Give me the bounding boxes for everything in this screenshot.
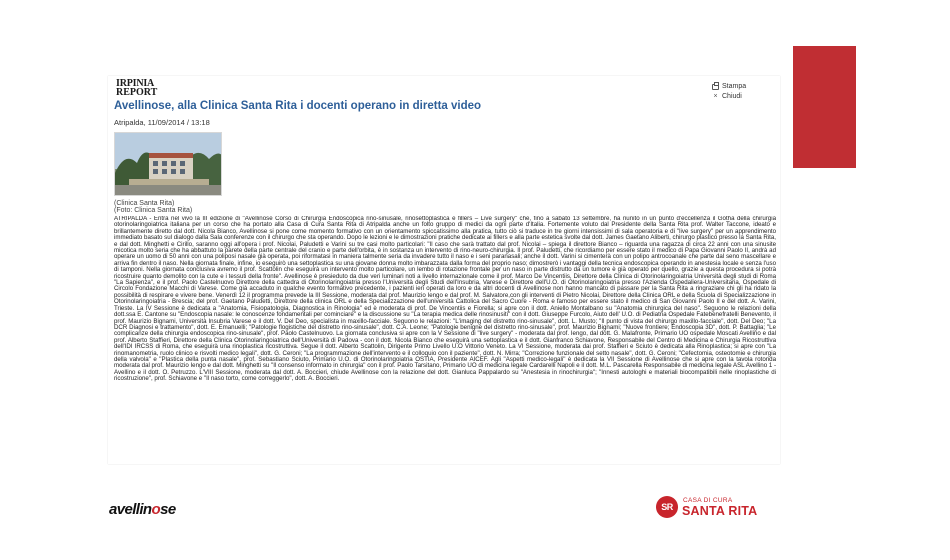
newspaper-clipping: [108, 76, 780, 464]
article-title: Avellinose, alla Clinica Santa Rita i docenti operano in diretta video: [114, 100, 482, 112]
print-link[interactable]: [712, 82, 746, 92]
clipping-tools: [712, 82, 746, 102]
santa-rita-logo: SR CASA DI CURA SANTA RITA: [656, 496, 791, 522]
avellinose-logo: avellinose: [109, 501, 176, 518]
close-icon: ×: [713, 93, 718, 100]
santa-rita-badge-icon: SR: [656, 496, 678, 518]
close-label: Chiudi: [722, 93, 742, 100]
photo-caption: (Clinica Santa Rita) (Foto: Clinica Santa Rita): [114, 200, 193, 214]
close-link[interactable]: [712, 92, 746, 102]
article-body: ATRIPALDA - Entra nel vivo la III edizione di "Avellinose Corso di Chirurgia Endoscopica rino-sinusale, rinosettoplastica e fillers – Live surgery" che, fino a sabato 13 settembre, ha riunito in un punto d'eccellenza il Gotha della chirurgia otorinolaringoiatrica italiana per un corso che ha portato alla Casa di Cura Santa Rita di Atripalda anche un folto gruppo di medici da ogni parte d'Italia. Fortemente voluto dal Presidente della Santa Rita prof. Walter Taccone, ideato e brillantemente diretto dal dott. Nicola Bianco, Avellinose si pone come momento formativo con un orientamento spiccatissimo alla pratica, tutto ciò si traduce in tre giorni intensissimi di sala operatoria e di "live surgery" per un apprendimento immediato basato sul dialogo dalla Sala conferenze con il chirurgo che sta operando. Dopo le lezioni e le dimostrazioni pratiche dedicate ai fillers e alla parte estetica svolte dal dott. James Gaetano Aliberti, chirurgo plastico presso la Santa Rita, e dal dott. Minghetti e Cirillo, saranno oggi all'opera i prof. Nicolai, Paludetti e Varini su tre casi molto particolari: "Il caso che sarà trattato dal prof. Nicolai – spiega il direttore Bianco – riguarda una ragazza di circa 22 anni con una sinusite micotica molto seria che ha abbattuto la parete della parte centrale del cranio e parte dell'orbita, è in sostanza un intervento di rino-neuro-chirurgia. Il prof. Paludetti, che ricordiamo per essere stato il medico di Papa Giovanni Paolo II, andrà ad operare un uomo di 50 anni con una poliposi nasale già operata, poi riformatasi in maniera talmente seria da invadere tutto il naso e i seni paranasali; anche il dott. Varini si cimenterà con un polipo antrocoanale che parte dal seno mascellare e arriva fin dentro il naso. Nella giornata finale, infine, io eseguirò una settoplastica su una giovane donna molto imbarazzata dalla forma del proprio naso; dimostrerò i vantaggi della tecnica endoscopica operando in anestesia locale e senza l'uso di tamponi. Nella giornata conclusiva avremo il prof. Scattolin che eseguirà un intervento molto particolare, un lembo di rotazione frontale per un naso in parte distrutto da un tumore è già operato per quello, grazie a questa procedura si potrà ricostruire quanto demolito con la cute e i tessuti della fronte". Avellinose è presieduto da due veri luminari noti a livello internazionale come il prof. Marco De Vincentiis, Direttore della Clinica di Otorinolaringoiatria Università degli studi di Roma "La Sapienza", e il prof. Paolo Castelnuovo Direttore della cattedra di Otorinolaringoiatria presso l'Università degli Studi dell'Insubria, Varese e Direttore dell'U.O. di Otorinolaringoiatria presso l'Azienda Ospedaliera-Universitaria, Ospedale di Circolo Fondazione Macchi di Varese. Come già accaduto in qualche evento formativo precedente, i pazienti ieri operati da loro e da altri docenti di Avellinose non hanno mancato di passare per la Santa Rita a ringraziare chi gli ha ridato la possibilità di respirare e vivere bene. Venerdì 12 il programma prevede la III Sessione, moderata dal prof. Maurizio Iengo e dal prof. M. Salvatore,con gli interventi di Pietro Nicolai, Direttore della Clinica ORL e della Scuola di Specializzazione in Otorinolaringoiatria - Brescia; del prof. Gaetano Paludetti, Direttore della clinica ORL e della Specializzazione dell'università Cattolica del Sacro Cuore - Roma e famoso per essere stato il medico di San Giovanni Paolo II e del dott. A. Varini, Trieste. La IV Sessione è dedicata a "Anatomia, Fisiopatologia, Diagnostica in Rinologia" ed è moderata di prof. De Vincentiis e Fiorella; si apre con il dott. Aniello Montalbano su "Anatomia chirurgica del naso". Seguono le relazioni della dott.ssa E. Cantone su "Endoscopia nasale: le conoscenze fondamentali per cominciare" e la discussione su "La terapia medica delle rinosinusiti" con il dott. Giuseppe Furcolo, Aiuto dell' U.O. di Pediatria Ospedale Fatebenefratelli Benevento, il prof. Maurizio Bignami, Università Insubria Varese e il dott. V. Del Deo, specialista in maxillo-facciale. Seguono le relazioni: "L'imaging del distretto rino-sinusale", dott. L. Musto; "Il punto di vista del chirurgo maxillo-facciale", dott. Del Deo; "La DCR Diagnosi e trattamento", dott. E. Emanuelli; "Patologie flogistiche del distretto rino-sinusale", dott. C.A. Leone; "Patologie benigne del distretto rino-sinusale", prof. Maurizio Bignami; "Nuove frontiere; Endoscopia 3D", dott. P. Battaglia; "Le complicanze della chirurgia endoscopica rino-sinusale", prof. Paolo Castelnuovo. La giornata conclusiva si apre con la V Sessione di "live surgery" - moderata dal prof. Iengo, dal dott. G. Malafronte, Primario UO ospedale Moscati Avellino e dal prof. Alberto Staffieri, Direttore della Clinica Otorinolaringoiatrica dell'Università di Padova - con il dott. Nicola Bianco che eseguirà una settoplastica e il dott. Gianfranco Schiavone, Responsabile del Centro di Medicina e Chirurgia Ricostruttiva dell'IDI IRCSS di Roma, che eseguirà una rinoplastica ricostruttiva. Segue il dott. Alberto Scattolin, Dirigente Primo Livello U.O Vittorio Veneto. La VI Sessione, moderata dai prof. Staffieri e Sciuto è dedicata alla Rinoplastica; si apre con "La rinomanometria, ruolo clinico e risvolti medico legali", dott. G. Ceroni; "La programmazione dell'intervento e il colloquio con il paziente", dott. N. Mirra; "Correzione funzionale del setto nasale", dott. G. Ceroni; "Cefectomia, osteotomie e chirurgia della valvola" e "Plastica della punta nasale", prof. Sebastiano Sciuto, Primario U.O. di Otorinolaringoiatria OSTIA, Presidente AICEF. Agli "Aspetti medico-legali" è dedicata la VII Sessione di Avellinose che si apre con la tavola rotonda moderata dal prof. Maurizio Iengo e dal dott. Minghetti su "Il consenso informato in chirurgia" con il prof. Paolo Tarsitano, Primario UO di medicina legale Cardarelli Napoli e il dott. M.L. Pascarella Responsabile di medicina legale ASL Avellino 1 - Avellino e il dott. O. Petruzzo. L'VIII Sessione, moderata dal dott. A. Boccieri, chiude Avellinose con la relazione del dott. Gianluca Pappalardo su "Anestesia in rinochirurgia"; "Innesti autologhi e materiali biocompatibili nelle rinoplastiche di ricostruzione", prof. Schiavone e "Il naso torto, come correggerlo", dott. A. Boccieri.: [114, 216, 776, 383]
decorative-red-block: [793, 46, 856, 168]
source-logo: IRPINIA REPORT: [116, 78, 158, 98]
article-dateline: Atripalda, 11/09/2014 / 13:18: [114, 118, 210, 127]
printer-icon: [712, 84, 719, 90]
print-label: Stampa: [722, 83, 747, 90]
clinic-photo: [114, 132, 222, 196]
